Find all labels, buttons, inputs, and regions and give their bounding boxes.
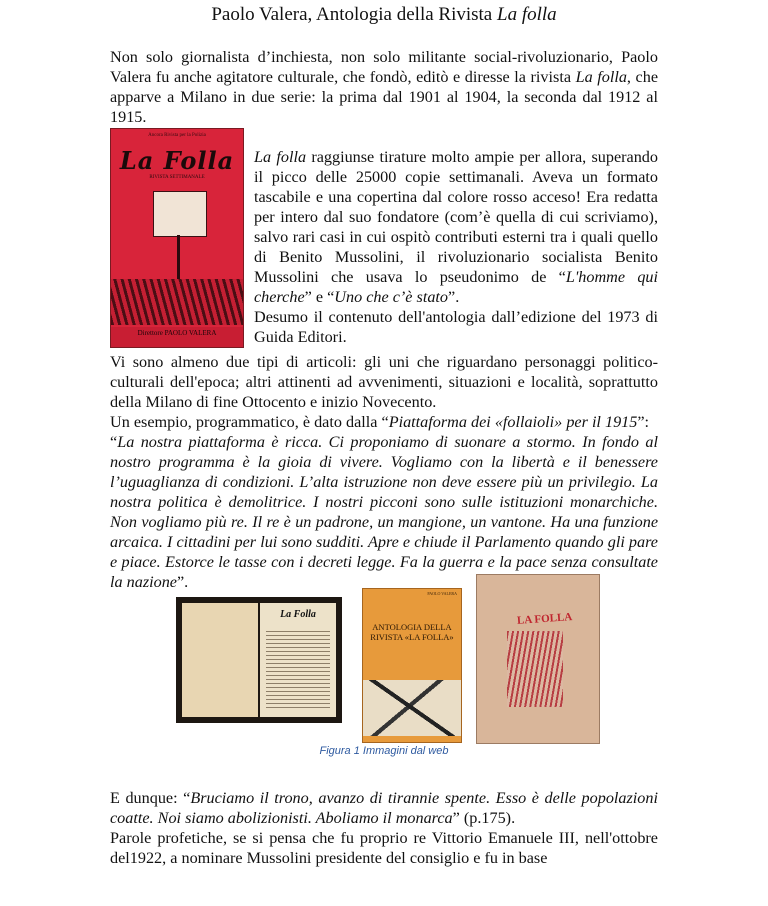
p3-quote-close: ”. [177, 573, 189, 591]
figure-open-book-image [176, 597, 342, 723]
p3-text: Vi sono almeno due tipi di articoli: gli uni che riguardano personaggi politico-culturali dell'epoca; altri attinenti ad avvenimenti, situazioni e località, soprattutto della Milano di fine Ottocento e inizio Novecento. [110, 353, 658, 411]
book-text-lines [266, 631, 330, 711]
paragraph-intro [110, 47, 658, 127]
p4-page-ref: ” (p.175). [452, 809, 516, 827]
book-right-page [260, 603, 336, 717]
cover-header: Ancora Rivista per la Polizia [148, 133, 206, 138]
old-cover-name: LA FOLLA [516, 611, 573, 627]
paragraph-la-folla [254, 147, 658, 347]
p3-example-text: Un esempio, programmatico, è dato dalla “ [110, 413, 389, 431]
cover-sign [153, 191, 207, 237]
p2-italic-title: La folla [254, 148, 307, 166]
cover-crowd-illustration [111, 279, 243, 325]
book-left-page [182, 603, 258, 717]
cover-name: La Folla [119, 146, 235, 175]
p3-example [110, 412, 658, 432]
p3-quote-open: “ [110, 433, 118, 451]
p1-text: Non solo giornalista d’inchiesta, non solo militante social-rivoluzionario, Paolo Valera fu anche agitatore culturale, che fondò, editò e diresse la rivista [110, 48, 658, 86]
antologia-title: ANTOLOGIA DELLA RIVISTA «LA FOLLA» [370, 622, 454, 642]
p3-platform-title: Piattaforma dei «follaioli» per il 1915 [388, 413, 638, 431]
p3-quote-text: La nostra piattaforma è ricca. Ci proponiamo di suonare a stormo. In fondo al nostro programma è la gioia di vivere. Vogliamo con la libertà e il benessere l’uguaglianza di condizioni. L’alta istruzione non deve essere più un privilegio. La nostra politica è demolitrice. I nostri picconi sono sulle istituzioni monarchiche. Non vogliamo più re. Il re è un padrone, un mangione, un vantone. Ha una funzione arcaica. I cittadini per lui sono sudditi. Apre e chiude il Parlamento quando gli pare e piace. Estorce le tasse con i decreti legge. Fa la guerra e la pace senza consultate la nazione [110, 433, 658, 591]
p4-quote [110, 788, 658, 828]
p3-colon: ”: [637, 413, 650, 431]
p4-intro: E dunque: “ [110, 789, 191, 807]
p2-joiner: ” e “ [304, 288, 335, 306]
p3-quote [110, 432, 658, 592]
p1-text-end: , che apparve a Milano in due serie: la prima dal 1901 al 1904, la seconda dal 1912 al 1915. [110, 68, 658, 126]
title-plain: Paolo Valera, Antologia della Rivista [211, 4, 497, 25]
cover-footer: Direttore PAOLO VALERA [111, 327, 243, 347]
antologia-map-illustration [363, 680, 461, 736]
p2-pseudonym-1: L'homme qui cherche [254, 268, 659, 306]
paragraph-articles [110, 352, 658, 592]
p4-quote-text: Bruciamo il trono, avanzo di tirannie spente. Esso è delle popolazioni coatte. Noi siamo abolizionisti. Aboliamo il monarca [110, 789, 658, 827]
antologia-author: PAOLO VALERA [427, 591, 457, 596]
cover-subtitle: RIVISTA SETTIMANALE [149, 175, 205, 180]
figure-caption: Figura 1 Immagini dal web [319, 745, 449, 757]
paragraph-conclusion [110, 788, 658, 868]
book-title: La Folla [280, 609, 316, 620]
la-folla-cover-image [110, 128, 244, 348]
p2-text: raggiunse tirature molto ampie per allora, superando il picco delle 25000 copie settimanali. Aveva un formato tascabile e una copertina dal colore rosso acceso! Era redatta per intero dal suo fondatore (com’è quella di cui scriviamo), salvo rari casi in cui ospitò contributi esterni tra i quali quello di Benito Mussolini, il rivoluzionario socialista Benito Mussolini che usava lo pseudonimo de “ [254, 148, 658, 286]
figure-antologia-cover-image [362, 588, 462, 743]
p2-source: Desumo il contenuto dell'antologia dall’edizione del 1973 di Guida Editori. [254, 308, 658, 346]
figure-old-cover-image [476, 574, 600, 744]
p2-block [254, 147, 658, 307]
p1-italic: La folla [575, 68, 627, 86]
p4-text: Parole profetiche, se si pensa che fu proprio re Vittorio Emanuele III, nell'ottobre del1922, a nominare Mussolini presidente del consiglio e fu in base [110, 829, 658, 867]
p2-close: ”. [448, 288, 460, 306]
title-italic: La folla [497, 4, 557, 25]
p2-pseudonym-2: Uno che c’è stato [334, 288, 449, 306]
page-title [0, 4, 768, 26]
old-cover-illustration [507, 631, 563, 707]
